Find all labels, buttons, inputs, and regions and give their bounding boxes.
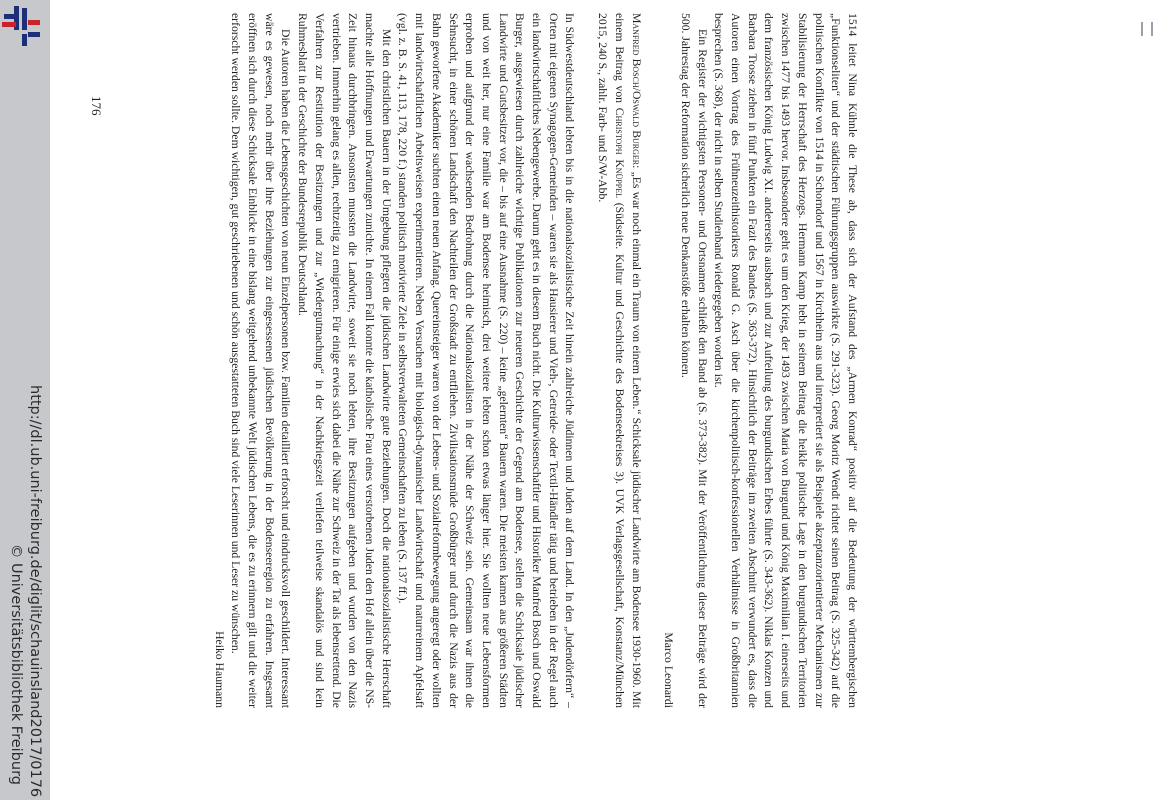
watermark-copyright: © Universitätsbibliothek Freiburg [8, 543, 24, 785]
review-signature-2: Heiko Haumann [212, 631, 226, 708]
paragraph-5: Die Autoren haben die Lebensgeschichten von neun Einzelpersonen bzw. Familien detailliert erforscht und eindrucksvoll geschildert. Interessant wäre es gewesen, noch mehr über ihre Beziehungen zur eingesessenen jüdischen Bevölkerung in der Bodenseeregion zu erfahren. Insgesamt eröffnen sich durch diese Schicksale Einblicke in eine bislang weitgehend unbekannte Welt jüdischen Lebens, die es zu erinnern gilt und die weiter erforscht werden sollte. Dem wichtigen, gut geschriebenen und schön ausgestatteten Buch sind viele Leserinnen und Leser zu wünschen. [229, 13, 293, 708]
paragraph-3: In Südwestdeutschland lebten bis in die nationalsozialistische Zeit hinein zahlreiche Jüdinnen und Juden auf dem Land. In den „Judendörfern“ – Orten mit eigenen Synagogen-Gemeinden – waren sie als Hausierer und Vieh-, Getreide- oder Textil-Händler tätig und betrieben in der Regel auch ein landwirtschaftliches Nebengewerbe. Darum geht es in diesem Buch nicht. Die Kulturwissenschaftler und Historiker Manfred Bosch und Oswald Burger, ausgewiesen durch zahlreiche wichtige Publikationen zur neueren Geschichte der Gegend am Bodensee, stellen die Schicksale jüdischer Landwirte und Gutsbesitzer vor, die – bis auf eine Ausnahme (S. 220) – keine „gelernten“ Bauern waren. Die meisten kamen aus größeren Städten und von weit her, nur eine Familie war am Bodensee heimisch, drei weitere lebten schon etwas länger hier. Sie wollten neue Lebensformen erproben und aufgrund der wachsenden Bedrohung durch die Nationalsozialisten in der Nähe der Schweiz sein. Gemeinsam war ihnen die Sehnsucht, in einer schönen Landschaft den Nachteilen der Großstadt zu entfliehen. Zivilisationsmüde Großbürger und durch die Nazis aus der Bahn geworfene Akademiker suchten einen neuen Anfang. Quereinsteiger waren von der Lebens- und Sozialreformbewegung angeregt oder wollten mit landwirtschaftlichen Arbeitsweisen experimentieren. Neben Versuchen mit biologisch-dynamischer Landwirtschaft und naturreinem Apfelsaft (vgl. z. B. S. 41, 113, 178, 220 f.) standen politisch motivierte Ziele in selbstverwalteten Gemeinschaften zu leben (S. 137 ff.). [396, 13, 577, 708]
source-watermark [6, 385, 44, 798]
reference-authors: Manfred Bosch/Oswald Burger [629, 13, 643, 166]
reference-contributor: Christoph Knüppel [612, 107, 626, 199]
book-reference [593, 13, 643, 708]
library-logo-icon [2, 4, 42, 50]
paragraph-4: Mit den christlichen Bauern in der Umgebung pflegten die jüdischen Landwirte gute Beziehungen. Doch die nationalsozialistische Herrschaft machte alle Hoffnungen und Erwartungen zunichte. In einem Fall konnte die katholische Frau eines verstorbenen Juden den Hof allein über die NS-Zeit hinaus durchbringen. Ansonsten mussten die Landwirte, soweit sie noch lebten, ihre Besitzungen aufgeben und wurden von den Nazis vertrieben. Immerhin gelang es allen, rechtzeitig zu emigrieren. Für einige erwies sich dabei die Nähe zur Schweiz in der Tat als lebensrettend. Die Verfahren zur Restitution der Besitzungen und zur „Wiedergutmachung“ in der Nachkriegszeit verliefen teilweise skandalös und sind kein Ruhmesblatt in der Geschichte der Bundesrepublik Deutschland. [296, 13, 393, 708]
reference-title: : „Es war noch einmal ein Traum von einem Leben.“ Schicksale jüdischer Landwirte am Bodensee 1930-1960. Mit einem Beitrag von [612, 13, 643, 708]
paragraph-1: 1514 leitet Nina Kühnle die These ab, dass sich der Aufstand des „Armen Konrad“ positiv auf die Bedeutung der württembergischen „Funktionseliten“ und der städtischen Führungsgruppen auswirkte (S. 291-323). Georg Moritz Wendt richtet seinen Beitrag (S. 325-342) auf die politischen Konflikte von 1514 in Schorndorf und 1567 in Kirchheim aus und interpretiert sie als Beispiele akzeptanzorientierter Mechanismen zur Stabilisierung der Herrschaft des Herzogs. Hermann Kamp hebt in seinem Beitrag die heikle politische Lage in den burgundischen Territorien zwischen 1477 bis 1493 hervor. Insbesondere geht es um den Krieg, der 1493 zwischen Maria von Burgund und König Maximilian I. einerseits und dem französischen König Ludwig XI. andererseits ausbrach und zur Aufteilung des burgundischen Erbes führte (S. 343-362). Niklas Konzen und Barbara Trosse ziehen in fünf Punkten ein Fazit des Bandes (S. 363-372). Hinsichtlich der Beiträge im zweiten Abschnitt verwundert es, dass die Autoren einen Vortrag des Frühneuzeithistorikers Ronald G. Asch über die kirchenpolitisch-konfessionellen Verhältnisse in Großbritannien besprechen (S. 368), der nicht in selben Studienband wiedergegeben worden ist. [712, 13, 859, 708]
watermark-url: http://dl.ub.uni-freiburg.de/diglit/schauinsland2017/0176 [27, 385, 43, 798]
review-signature-1: Marco Leonardi [662, 632, 676, 708]
paragraph-2: Ein Register der wichtigsten Personen- und Ortsnamen schließt den Band ab (S. 373-382). Mit der Veröffentlichung dieser Beiträge wird der 500. Jahrestag der Reformation sicherlich neue Denkanstöße erhalten können. [678, 13, 709, 708]
reference-publication: (Südseite. Kultur und Geschichte des Bodenseekreises 3). UVK Verlagsgesellschaft, Konstanz/München 2015, 240 S., zahlr. Farb- und S/W-Abb. [596, 13, 626, 708]
page-edge-marker [1141, 22, 1153, 36]
page-number: 176 [89, 96, 104, 116]
page-body [210, 13, 860, 708]
